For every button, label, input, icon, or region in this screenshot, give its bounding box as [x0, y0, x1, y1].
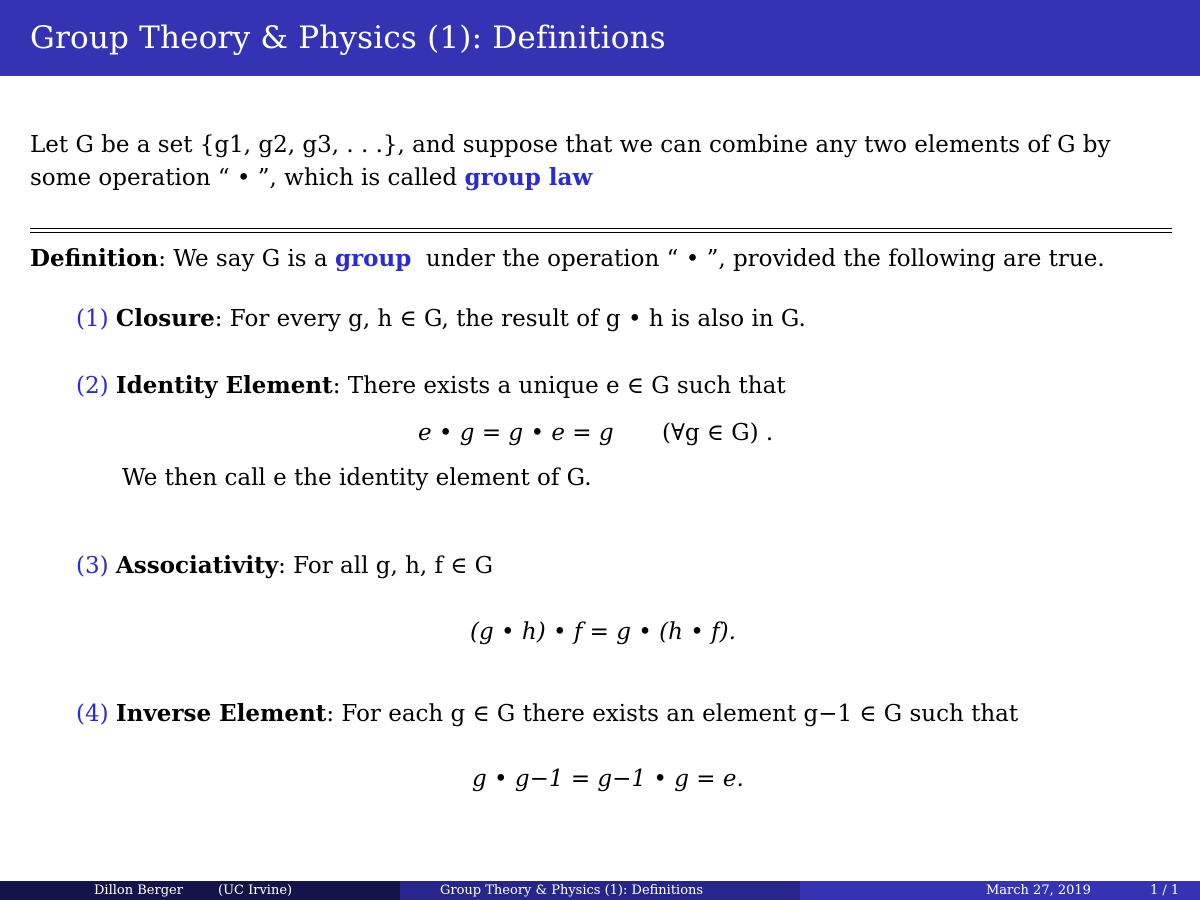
intro-line-2-text: some operation “ • ”, which is called: [30, 165, 458, 191]
intro-line-2: [30, 162, 592, 194]
axiom-statement: : For every g, h ∈ G, the result of g • h is also in G.: [214, 306, 806, 332]
axiom-name: Identity Element: [115, 372, 333, 399]
axiom-number: (1): [76, 306, 109, 332]
group-law-term: group law: [464, 164, 593, 191]
inverse-equation: g • g−1 = g−1 • g = e.: [472, 766, 744, 792]
axiom-name: Inverse Element: [115, 700, 327, 727]
divider-rule-bottom: [30, 232, 1172, 233]
axiom-name: Closure: [115, 305, 215, 332]
axiom-statement: : There exists a unique e ∈ G such that: [332, 373, 786, 399]
associativity-equation: (g • h) • f = g • (h • f).: [470, 619, 736, 645]
axiom-statement: : For all g, h, f ∈ G: [278, 553, 494, 579]
definition-text-after: under the operation “ • ”, provided the following are true.: [425, 246, 1105, 272]
axiom-number: (3): [76, 553, 109, 579]
identity-equation: e • g = g • e = g: [418, 420, 614, 446]
footer-author: Dillon Berger: [94, 883, 183, 898]
axiom-identity: [76, 370, 786, 402]
axiom-inverse: [76, 698, 1018, 730]
group-term: group: [334, 245, 412, 272]
slide-footer: [0, 881, 1200, 900]
intro-line-1: Let G be a set {g1, g2, g3, . . .}, and suppose that we can combine any two elements of G by: [30, 132, 1111, 158]
footer-date-box: [800, 881, 1200, 900]
axiom-statement: : For each g ∈ G there exists an element g−1 ∈ G such that: [326, 701, 1019, 727]
identity-qualifier: (∀g ∈ G) .: [662, 420, 774, 446]
axiom-name: Associativity: [115, 552, 279, 579]
footer-institute: (UC Irvine): [218, 883, 293, 898]
axiom-associativity: [76, 550, 493, 582]
divider-rule-top: [30, 228, 1172, 229]
axiom-closure: [76, 303, 806, 335]
footer-page-number: 1 / 1: [1150, 883, 1180, 898]
footer-author-box: [0, 881, 400, 900]
definition-text-before: : We say G is a: [158, 246, 328, 272]
definition-label: Definition: [30, 245, 159, 272]
footer-title-box: [400, 881, 800, 900]
axiom-number: (4): [76, 701, 109, 727]
identity-note: We then call e the identity element of G.: [122, 465, 592, 491]
footer-title: Group Theory & Physics (1): Definitions: [440, 883, 704, 898]
axiom-number: (2): [76, 373, 109, 399]
slide-title-bar: [0, 0, 1200, 76]
definition-line: [30, 243, 1105, 275]
footer-date: March 27, 2019: [986, 883, 1091, 898]
slide-title: Group Theory & Physics (1): Definitions: [30, 20, 666, 56]
